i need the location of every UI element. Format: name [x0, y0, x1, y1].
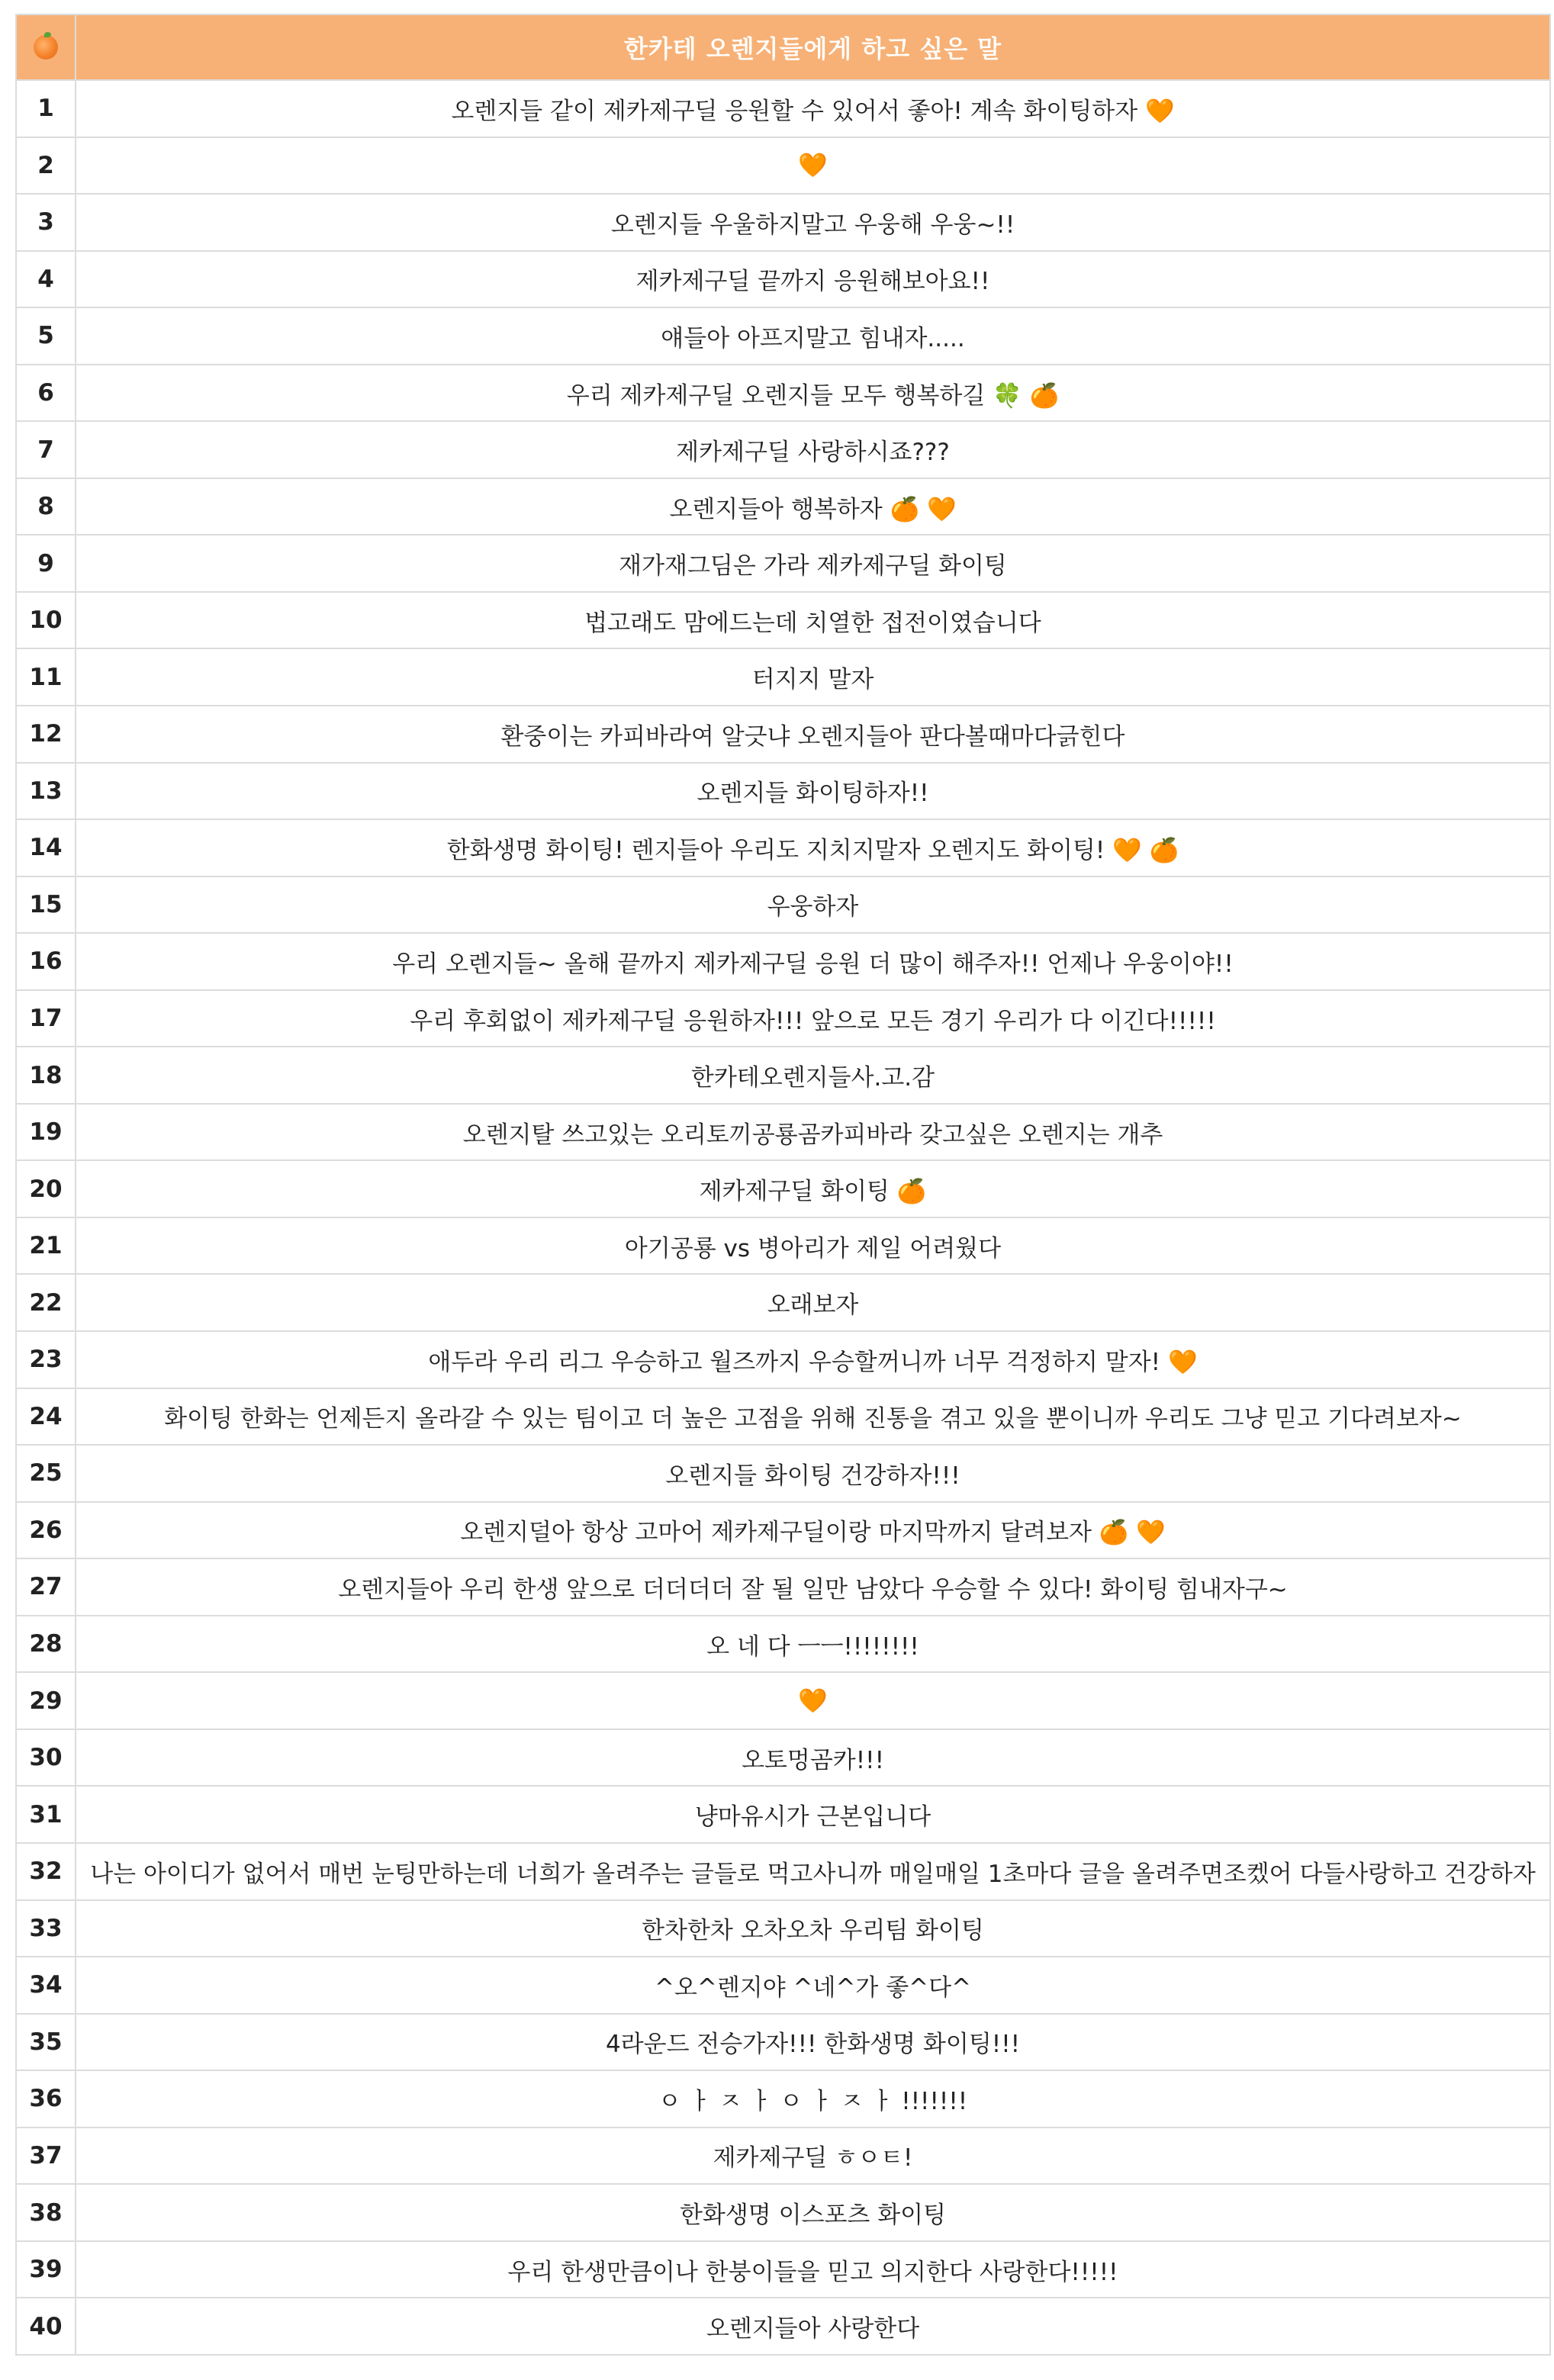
row-message: 화이팅 한화는 언제든지 올라갈 수 있는 팀이고 더 높은 고점을 위해 진통을 겪고 있을 뿐이니까 우리도 그냥 믿고 기다려보자~ — [76, 1388, 1550, 1446]
table-row — [16, 194, 1550, 251]
row-number: 13 — [16, 763, 76, 820]
row-message: 오 네 다 ㅡㅡ!!!!!!!! — [76, 1616, 1550, 1673]
table-row — [16, 1104, 1550, 1161]
row-number: 16 — [16, 933, 76, 990]
table-row — [16, 2014, 1550, 2071]
table-row — [16, 2241, 1550, 2298]
table-row — [16, 478, 1550, 536]
row-number: 15 — [16, 876, 76, 934]
table-row — [16, 1672, 1550, 1729]
row-message: 오렌지들 같이 제카제구딜 응원할 수 있어서 좋아! 계속 화이팅하자 🧡 — [76, 80, 1550, 137]
row-number: 36 — [16, 2070, 76, 2128]
row-message: 오렌지들 화이팅하자!! — [76, 763, 1550, 820]
row-number: 8 — [16, 478, 76, 536]
row-number: 12 — [16, 706, 76, 763]
row-message: 터지지 말자 — [76, 648, 1550, 706]
row-message: ㅇ ㅏ ㅈ ㅏ ㅇ ㅏ ㅈ ㅏ !!!!!!! — [76, 2070, 1550, 2128]
row-message: ^오^렌지야 ^네^가 좋^다^ — [76, 1957, 1550, 2014]
row-message: 애두라 우리 리그 우승하고 월즈까지 우승할꺼니까 너무 걱정하지 말자! 🧡 — [76, 1331, 1550, 1388]
table-row — [16, 1616, 1550, 1673]
table-row — [16, 365, 1550, 422]
orange-icon — [34, 35, 58, 60]
row-number: 34 — [16, 1957, 76, 2014]
row-message: 우웅하자 — [76, 876, 1550, 934]
row-message: 재가재그딤은 가라 제카제구딜 화이팅 — [76, 535, 1550, 592]
row-number: 26 — [16, 1502, 76, 1559]
table-row — [16, 990, 1550, 1047]
row-number: 38 — [16, 2184, 76, 2241]
row-number: 28 — [16, 1616, 76, 1673]
row-message: 제카제구딜 화이팅 🍊 — [76, 1160, 1550, 1217]
row-message: 법고래도 맘에드는데 치열한 접전이였습니다 — [76, 592, 1550, 649]
row-number: 10 — [16, 592, 76, 649]
row-number: 37 — [16, 2128, 76, 2185]
header-title: 한카테 오렌지들에게 하고 싶은 말 — [76, 14, 1550, 80]
row-number: 7 — [16, 421, 76, 478]
row-message: 나는 아이디가 없어서 매번 눈팅만하는데 너희가 올려주는 글들로 먹고사니까 매일매일 1초마다 글을 올려주면조켔어 다들사랑하고 건강하자 — [76, 1843, 1550, 1900]
table-row — [16, 80, 1550, 137]
row-number: 32 — [16, 1843, 76, 1900]
row-number: 21 — [16, 1217, 76, 1275]
row-message: 환중이는 카피바라여 알긋냐 오렌지들아 판다볼때마다긁힌다 — [76, 706, 1550, 763]
row-message: 우리 제카제구딜 오렌지들 모두 행복하길 🍀 🍊 — [76, 365, 1550, 422]
header-row — [16, 14, 1550, 80]
row-number: 20 — [16, 1160, 76, 1217]
table-row — [16, 2298, 1550, 2355]
table-row — [16, 1900, 1550, 1957]
table-row — [16, 421, 1550, 478]
row-number: 11 — [16, 648, 76, 706]
table-row — [16, 1047, 1550, 1104]
table-row — [16, 1502, 1550, 1559]
row-message: 🧡 — [76, 1672, 1550, 1729]
row-message: 제카제구딜 끝까지 응원해보아요!! — [76, 251, 1550, 308]
row-number: 6 — [16, 365, 76, 422]
table-row — [16, 137, 1550, 195]
row-number: 4 — [16, 251, 76, 308]
row-message: 오렌지들 화이팅 건강하자!!! — [76, 1445, 1550, 1502]
row-number: 17 — [16, 990, 76, 1047]
row-number: 18 — [16, 1047, 76, 1104]
row-message: 오렌지탈 쓰고있는 오리토끼공룡곰카피바라 갖고싶은 오렌지는 개추 — [76, 1104, 1550, 1161]
row-number: 30 — [16, 1729, 76, 1787]
table-row — [16, 1558, 1550, 1616]
row-message: 오렌지들아 행복하자 🍊 🧡 — [76, 478, 1550, 536]
table-row — [16, 1729, 1550, 1787]
row-number: 3 — [16, 194, 76, 251]
table-row — [16, 1274, 1550, 1331]
row-number: 23 — [16, 1331, 76, 1388]
row-message: 오렌지덜아 항상 고마어 제카제구딜이랑 마지막까지 달려보자 🍊 🧡 — [76, 1502, 1550, 1559]
row-message: 오렌지들아 사랑한다 — [76, 2298, 1550, 2355]
row-message: 4라운드 전승가자!!! 한화생명 화이팅!!! — [76, 2014, 1550, 2071]
table-row — [16, 1217, 1550, 1275]
row-message: 오래보자 — [76, 1274, 1550, 1331]
table-row — [16, 1160, 1550, 1217]
row-number: 29 — [16, 1672, 76, 1729]
row-number: 9 — [16, 535, 76, 592]
table-row — [16, 307, 1550, 365]
row-message: 한차한차 오차오차 우리팀 화이팅 — [76, 1900, 1550, 1957]
row-number: 22 — [16, 1274, 76, 1331]
table-row — [16, 251, 1550, 308]
table-row — [16, 2184, 1550, 2241]
table-row — [16, 1957, 1550, 2014]
table-row — [16, 1331, 1550, 1388]
table-row — [16, 933, 1550, 990]
row-number: 31 — [16, 1786, 76, 1843]
row-message: 제카제구딜 사랑하시죠??? — [76, 421, 1550, 478]
row-message: 냥마유시가 근본입니다 — [76, 1786, 1550, 1843]
table-row — [16, 819, 1550, 876]
messages-table — [15, 14, 1551, 2356]
table-row — [16, 1786, 1550, 1843]
table-row — [16, 535, 1550, 592]
row-number: 25 — [16, 1445, 76, 1502]
row-number: 35 — [16, 2014, 76, 2071]
row-message: 🧡 — [76, 137, 1550, 195]
row-message: 한화생명 이스포츠 화이팅 — [76, 2184, 1550, 2241]
row-message: 아기공룡 vs 병아리가 제일 어려웠다 — [76, 1217, 1550, 1275]
row-message: 오렌지들아 우리 한생 앞으로 더더더더 잘 될 일만 남았다 우승할 수 있다! 화이팅 힘내자구~ — [76, 1558, 1550, 1616]
row-message: 우리 한생만큼이나 한붕이들을 믿고 의지한다 사랑한다!!!!! — [76, 2241, 1550, 2298]
table-row — [16, 876, 1550, 934]
table-row — [16, 1388, 1550, 1446]
row-message: 우리 후회없이 제카제구딜 응원하자!!! 앞으로 모든 경기 우리가 다 이긴다!!!!! — [76, 990, 1550, 1047]
row-message: 얘들아 아프지말고 힘내자..... — [76, 307, 1550, 365]
table-row — [16, 2128, 1550, 2185]
row-number: 14 — [16, 819, 76, 876]
header-icon-cell — [16, 14, 76, 80]
row-message: 한화생명 화이팅! 렌지들아 우리도 지치지말자 오렌지도 화이팅! 🧡 🍊 — [76, 819, 1550, 876]
table-row — [16, 2070, 1550, 2128]
row-number: 40 — [16, 2298, 76, 2355]
table-row — [16, 592, 1550, 649]
row-number: 39 — [16, 2241, 76, 2298]
table-row — [16, 648, 1550, 706]
row-number: 5 — [16, 307, 76, 365]
row-number: 24 — [16, 1388, 76, 1446]
row-number: 33 — [16, 1900, 76, 1957]
table-row — [16, 1843, 1550, 1900]
row-message: 한카테오렌지들사.고.감 — [76, 1047, 1550, 1104]
row-message: 오토멍곰카!!! — [76, 1729, 1550, 1787]
row-message: 제카제구딜 ㅎㅇㅌ! — [76, 2128, 1550, 2185]
table-row — [16, 763, 1550, 820]
row-message: 우리 오렌지들~ 올해 끝까지 제카제구딜 응원 더 많이 해주자!! 언제나 우웅이야!! — [76, 933, 1550, 990]
row-number: 19 — [16, 1104, 76, 1161]
table-row — [16, 706, 1550, 763]
row-number: 27 — [16, 1558, 76, 1616]
row-number: 2 — [16, 137, 76, 195]
row-number: 1 — [16, 80, 76, 137]
table-row — [16, 1445, 1550, 1502]
row-message: 오렌지들 우울하지말고 우웅해 우웅~!! — [76, 194, 1550, 251]
